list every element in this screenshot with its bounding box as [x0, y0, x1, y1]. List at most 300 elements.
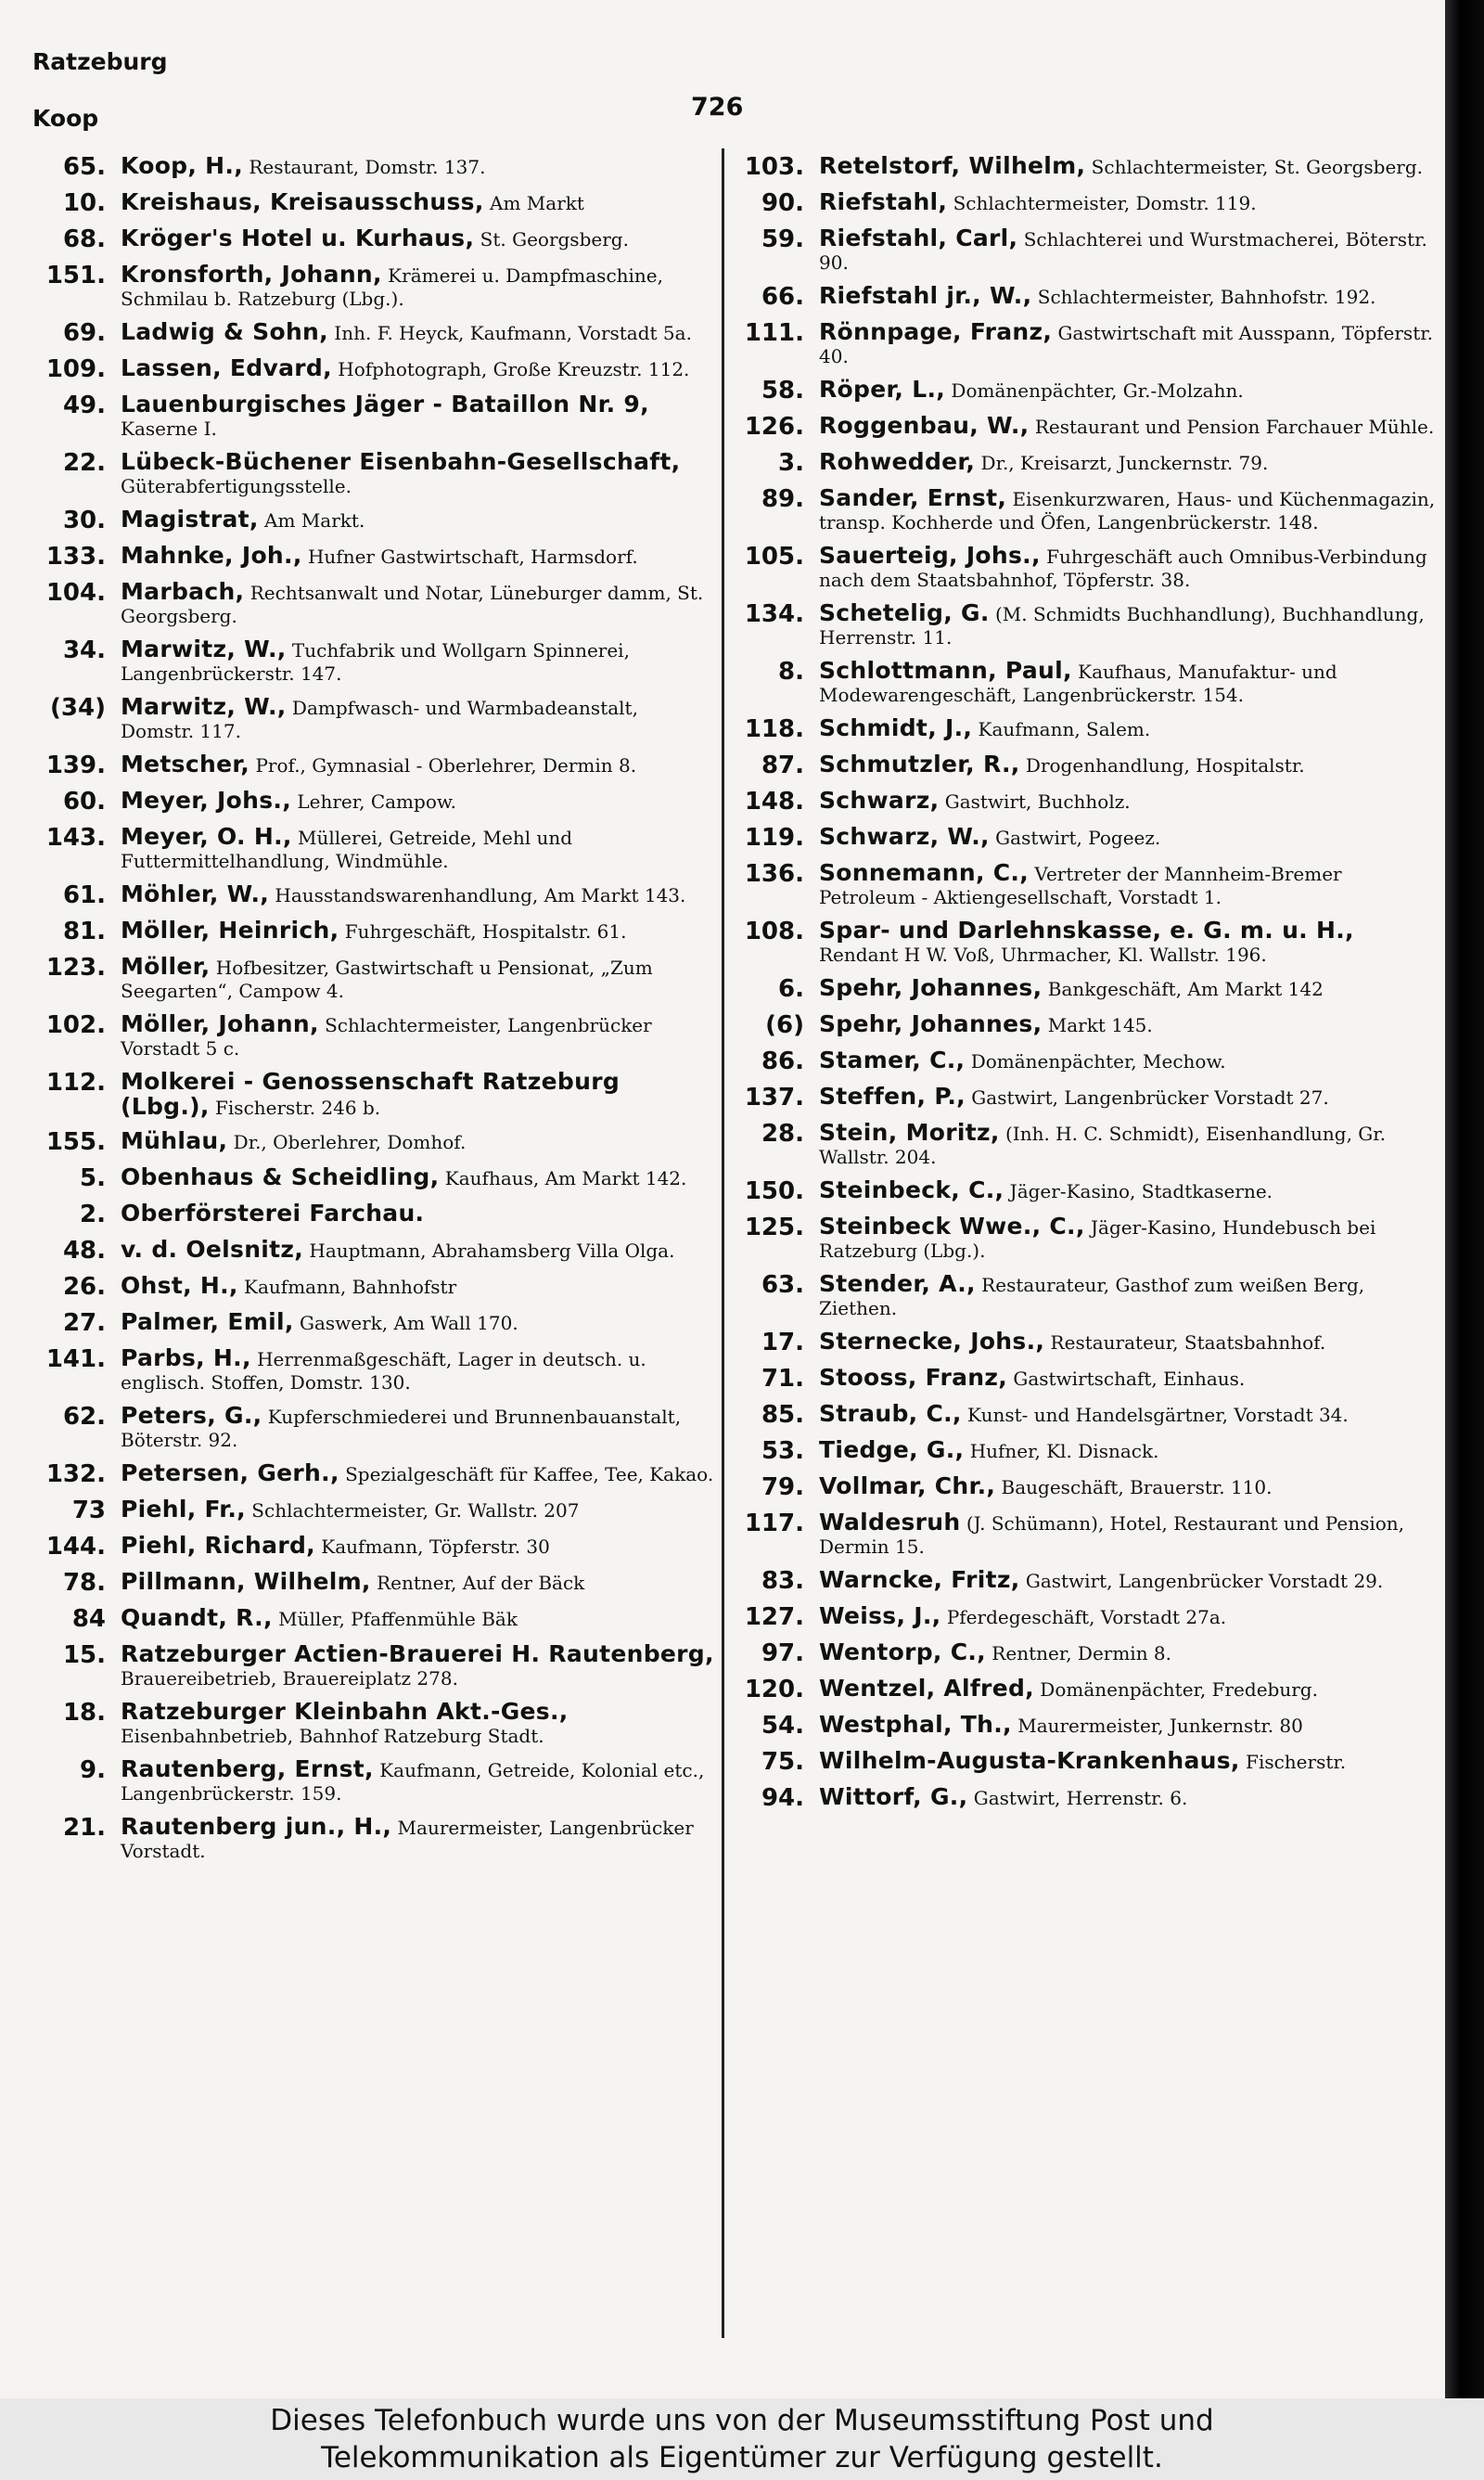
entry-number: 90. — [761, 189, 804, 217]
entry-number: 83. — [761, 1567, 804, 1595]
entry-text — [819, 919, 1438, 967]
entry-description: Eisenbahnbetrieb, Bahnhof Ratzeburg Stadt. — [121, 1725, 544, 1747]
entry-number: 155. — [45, 1128, 106, 1156]
directory-entry — [28, 356, 714, 383]
running-head-keyword: Koop — [32, 105, 99, 132]
entry-name: Schwarz, W., — [819, 823, 990, 850]
entry-number: (6) — [765, 1011, 804, 1039]
entry-number: 105. — [744, 543, 804, 571]
entry-text — [121, 1497, 714, 1524]
entry-description: Kaufhaus, Manufaktur- und Modewarengeschäft, Langenbrückerstr. 154. — [819, 661, 1337, 706]
entry-text — [819, 1085, 1438, 1112]
directory-entry — [737, 378, 1438, 405]
entry-number: 3. — [778, 449, 804, 477]
directory-entry — [28, 154, 714, 181]
entry-number: 30. — [62, 507, 106, 534]
entry-number: 62. — [62, 1403, 106, 1431]
entry-description: (Inh. H. C. Schmidt), Eisenhandlung, Gr. Wallstr. 204. — [819, 1123, 1386, 1168]
entry-name: Obenhaus & Scheidling, — [121, 1163, 440, 1190]
entry-description: Restaurateur, Staatsbahnhof. — [1044, 1331, 1326, 1354]
entry-text — [121, 1757, 714, 1805]
entry-text — [819, 1438, 1438, 1465]
entry-description: Gaswerk, Am Wall 170. — [293, 1312, 518, 1334]
entry-number: 86. — [761, 1047, 804, 1075]
entry-description: Spezialgeschäft für Kaffee, Tee, Kakao. — [339, 1463, 714, 1485]
entry-description: Krämerei u. Dampfmaschine, Schmilau b. Ratzeburg (Lbg.). — [121, 264, 663, 310]
entry-number: 81. — [62, 918, 106, 945]
directory-entry — [28, 1404, 714, 1452]
entry-name: Peters, G., — [121, 1402, 262, 1429]
entry-description: Domänenpächter, Mechow. — [965, 1050, 1226, 1073]
entry-text — [819, 1178, 1438, 1205]
entry-name: Vollmar, Chr., — [819, 1472, 996, 1499]
entry-text — [819, 414, 1438, 441]
entry-name: Kreishaus, Kreisausschuss, — [121, 188, 484, 215]
directory-entry — [737, 154, 1438, 181]
directory-entry — [737, 1474, 1438, 1501]
entry-name: Wentzel, Alfred, — [819, 1675, 1034, 1702]
entry-name: Lübeck-Büchener Eisenbahn-Gesellschaft, — [121, 448, 681, 475]
entry-text — [121, 1070, 714, 1120]
directory-entry — [737, 1640, 1438, 1667]
entry-text — [121, 190, 714, 217]
directory-entry — [28, 919, 714, 945]
entry-number: 85. — [761, 1401, 804, 1429]
entry-name: Spehr, Johannes, — [819, 974, 1043, 1001]
entry-name: Steinbeck Wwe., C., — [819, 1213, 1085, 1240]
entry-description: Gastwirt, Langenbrücker Vorstadt 27. — [965, 1086, 1329, 1109]
entry-description: Tuchfabrik und Wollgarn Spinnerei, Langenbrückerstr. 147. — [121, 639, 630, 685]
entry-number: 71. — [761, 1365, 804, 1393]
entry-number: 68. — [62, 225, 106, 253]
entry-text — [121, 263, 714, 311]
entry-name: Riefstahl, — [819, 188, 948, 215]
directory-entry — [28, 1201, 714, 1228]
entry-description: Prof., Gymnasial - Oberlehrer, Dermin 8. — [249, 754, 637, 777]
entry-name: Mahnke, Joh., — [121, 542, 302, 569]
entry-number: 119. — [744, 824, 804, 852]
directory-entry — [737, 1402, 1438, 1429]
entry-name: Marwitz, W., — [121, 636, 287, 662]
column-divider — [722, 148, 724, 2338]
entry-number: 89. — [761, 485, 804, 513]
entry-name: Ratzeburger Kleinbahn Akt.-Ges., — [121, 1698, 569, 1725]
directory-entry — [28, 1497, 714, 1524]
entry-text — [121, 154, 714, 181]
entry-name: Marbach, — [121, 578, 245, 605]
entry-text — [121, 356, 714, 383]
entry-description: Güterabfertigungsstelle. — [121, 475, 352, 497]
entry-text — [819, 1214, 1438, 1263]
entry-description: Fuhrgeschäft, Hospitalstr. 61. — [339, 920, 627, 943]
entry-text — [121, 882, 714, 909]
entry-number: 141. — [45, 1345, 106, 1373]
directory-entry — [28, 825, 714, 873]
directory-entry — [737, 976, 1438, 1003]
entry-text — [819, 1713, 1438, 1740]
entry-description: Gastwirt, Buchholz. — [939, 790, 1131, 813]
entry-text — [121, 1642, 714, 1690]
directory-entry — [737, 919, 1438, 967]
entry-name: Stooss, Franz, — [819, 1364, 1007, 1391]
entry-description: Kaufmann, Bahnhofstr — [237, 1276, 457, 1298]
entry-description: Fuhrgeschäft auch Omnibus-Verbindung nach dem Staatsbahnhof, Töpferstr. 38. — [819, 546, 1427, 591]
footer-line-1: Dieses Telefonbuch wurde uns von der Museumsstiftung Post und — [270, 2404, 1214, 2437]
entry-name: Parbs, H., — [121, 1344, 251, 1371]
entry-description: Baugeschäft, Brauerstr. 110. — [995, 1476, 1273, 1498]
directory-entry — [28, 508, 714, 534]
entry-text — [819, 1121, 1438, 1169]
entry-text — [121, 226, 714, 253]
directory-entry — [737, 659, 1438, 707]
directory-entry — [737, 284, 1438, 311]
entry-name: Schmutzler, R., — [819, 751, 1020, 777]
entry-text — [819, 486, 1438, 534]
entry-name: Schmidt, J., — [819, 714, 973, 741]
entry-description: Hauptmann, Abrahamsberg Villa Olga. — [303, 1240, 675, 1262]
entry-text — [819, 284, 1438, 311]
entry-number: 127. — [744, 1603, 804, 1631]
entry-text — [819, 1330, 1438, 1356]
directory-entry — [28, 1606, 714, 1633]
entry-description: Schlachtermeister, Bahnhofstr. 192. — [1031, 286, 1376, 308]
entry-number: 49. — [62, 392, 106, 419]
entry-description: Herrenmaßgeschäft, Lager in deutsch. u. englisch. Stoffen, Domstr. 130. — [121, 1348, 646, 1394]
entry-number: 27. — [62, 1309, 106, 1337]
directory-entry — [737, 1178, 1438, 1205]
directory-entry — [28, 1346, 714, 1394]
entry-description: Hufner Gastwirtschaft, Harmsdorf. — [301, 546, 638, 568]
directory-entry — [737, 544, 1438, 592]
entry-number: 15. — [62, 1641, 106, 1669]
entry-description: Bankgeschäft, Am Markt 142 — [1042, 978, 1324, 1000]
entry-name: Riefstahl, Carl, — [819, 225, 1018, 251]
directory-entry — [28, 752, 714, 779]
entry-description: (M. Schmidts Buchhandlung), Buchhandlung, Herrenstr. 11. — [819, 603, 1425, 649]
directory-entry — [737, 1568, 1438, 1595]
entry-number: 143. — [45, 824, 106, 852]
directory-entry — [737, 320, 1438, 368]
directory-entry — [737, 1510, 1438, 1559]
entry-text — [121, 580, 714, 628]
entry-name: Retelstorf, Wilhelm, — [819, 152, 1086, 179]
directory-entry — [737, 1438, 1438, 1465]
entry-name: Röper, L., — [819, 376, 946, 403]
directory-entry — [737, 861, 1438, 909]
entry-number: 133. — [45, 543, 106, 571]
entry-number: 61. — [62, 881, 106, 909]
entry-number: 126. — [744, 413, 804, 441]
entry-text — [819, 1568, 1438, 1595]
entry-name: Spehr, Johannes, — [819, 1010, 1043, 1037]
entry-name: Lassen, Edvard, — [121, 354, 332, 381]
directory-entry — [28, 1461, 714, 1488]
entry-name: Wentorp, C., — [819, 1638, 986, 1665]
directory-entry — [737, 789, 1438, 816]
entry-number: 59. — [761, 225, 804, 253]
entry-name: Schlottmann, Paul, — [819, 657, 1072, 684]
entry-description: Dr., Oberlehrer, Domhof. — [227, 1131, 467, 1153]
directory-entry — [737, 450, 1438, 477]
entry-number: (34) — [50, 694, 106, 722]
directory-entry — [28, 450, 714, 498]
entry-description: Markt 145. — [1042, 1014, 1153, 1036]
entry-number: 2. — [80, 1201, 106, 1228]
entry-name: Quandt, R., — [121, 1604, 273, 1631]
entry-description: Müller, Pfaffenmühle Bäk — [272, 1608, 518, 1630]
entry-description: Restaurant, Domstr. 137. — [243, 156, 486, 178]
entry-description: Schlachtermeister, Langenbrücker Vorstadt 5 c. — [121, 1014, 652, 1060]
entry-description: Gastwirt, Pogeez. — [989, 827, 1161, 849]
entry-description: Hausstandswarenhandlung, Am Markt 143. — [269, 884, 686, 906]
entry-text — [121, 450, 714, 498]
entry-number: 22. — [62, 449, 106, 477]
directory-entry — [28, 637, 714, 686]
directory-entry — [28, 1238, 714, 1265]
entry-name: Palmer, Emil, — [121, 1308, 294, 1335]
entry-number: 144. — [45, 1533, 106, 1561]
entry-name: Marwitz, W., — [121, 693, 287, 720]
entry-description: Dampfwasch- und Warmbadeanstalt, Domstr. 117. — [121, 697, 638, 742]
directory-entry — [737, 1330, 1438, 1356]
page-number: 726 — [691, 93, 744, 122]
directory-entry — [28, 190, 714, 217]
entry-name: Meyer, Johs., — [121, 787, 291, 814]
entry-name: Wilhelm-Augusta-Krankenhaus, — [819, 1747, 1240, 1774]
entry-text — [819, 1510, 1438, 1559]
directory-entry — [737, 752, 1438, 779]
entry-name: Steffen, P., — [819, 1083, 966, 1110]
directory-entry — [28, 1757, 714, 1805]
directory-entry — [737, 226, 1438, 275]
entry-number: 21. — [62, 1814, 106, 1842]
directory-entry — [737, 1749, 1438, 1776]
entry-description: Drogenhandlung, Hospitalstr. — [1019, 754, 1305, 777]
entry-name: Piehl, Richard, — [121, 1532, 315, 1559]
entry-text — [121, 1346, 714, 1394]
directory-entry — [28, 226, 714, 253]
entry-name: Koop, H., — [121, 152, 243, 179]
entry-name: Sonnemann, C., — [819, 859, 1029, 886]
directory-entry — [28, 1129, 714, 1156]
entry-number: 69. — [62, 319, 106, 347]
entry-number: 150. — [744, 1177, 804, 1205]
entry-name: Rautenberg, Ernst, — [121, 1755, 374, 1782]
directory-entry — [28, 263, 714, 311]
entry-text — [819, 544, 1438, 592]
entry-name: Piehl, Fr., — [121, 1496, 246, 1523]
entry-number: 111. — [744, 319, 804, 347]
entry-name: Petersen, Gerh., — [121, 1459, 339, 1486]
entry-description: Kaufmann, Salem. — [972, 718, 1151, 740]
entry-text — [819, 825, 1438, 852]
entry-description: Restaurateur, Gasthof zum weißen Berg, Ziethen. — [819, 1274, 1365, 1319]
directory-entry — [737, 1012, 1438, 1039]
entry-description: Rentner, Auf der Bäck — [370, 1572, 585, 1594]
entry-description: Eisenkurzwaren, Haus- und Küchenmagazin, transp. Kochherde und Öfen, Langenbrückerstr. 148. — [819, 488, 1436, 533]
directory-entry — [737, 414, 1438, 441]
entry-name: Riefstahl jr., W., — [819, 282, 1032, 309]
directory-entry — [737, 1713, 1438, 1740]
entry-name: Mühlau, — [121, 1127, 228, 1154]
entry-number: 48. — [62, 1237, 106, 1265]
entry-description: Rentner, Dermin 8. — [985, 1642, 1172, 1664]
entry-number: 66. — [761, 283, 804, 311]
directory-entry — [737, 1604, 1438, 1631]
directory-entry — [28, 1642, 714, 1690]
entry-name: Rönnpage, Franz, — [819, 318, 1053, 345]
entry-text — [819, 1604, 1438, 1631]
entry-text — [819, 1749, 1438, 1776]
entry-name: Pillmann, Wilhelm, — [121, 1568, 371, 1595]
entry-description: Kaufhaus, Am Markt 142. — [439, 1167, 687, 1189]
entry-number: 125. — [744, 1214, 804, 1241]
entry-number: 139. — [45, 752, 106, 779]
entry-text — [819, 716, 1438, 743]
entry-text — [819, 226, 1438, 275]
entry-number: 17. — [761, 1329, 804, 1356]
directory-entry — [28, 1165, 714, 1192]
entry-number: 120. — [744, 1676, 804, 1703]
entry-text — [121, 1238, 714, 1265]
directory-entry — [28, 695, 714, 743]
entry-text — [121, 1274, 714, 1301]
entry-text — [121, 1129, 714, 1156]
entry-text — [819, 1402, 1438, 1429]
entry-number: 28. — [761, 1120, 804, 1148]
entry-name: Schwarz, — [819, 787, 940, 814]
running-head-city: Ratzeburg — [32, 48, 168, 75]
entry-number: 26. — [62, 1273, 106, 1301]
entry-number: 87. — [761, 752, 804, 779]
entry-name: Wittorf, G., — [819, 1783, 968, 1810]
entry-description: Restaurant und Pension Farchauer Mühle. — [1029, 416, 1435, 438]
entry-text — [121, 1165, 714, 1192]
entry-name: Stein, Moritz, — [819, 1119, 1000, 1146]
entry-description: Müllerei, Getreide, Mehl und Futtermittelhandlung, Windmühle. — [121, 827, 573, 872]
entry-text — [819, 861, 1438, 909]
entry-name: Rohwedder, — [819, 448, 976, 475]
directory-entry — [28, 580, 714, 628]
entry-description: Maurermeister, Langenbrücker Vorstadt. — [121, 1817, 694, 1862]
entry-description: Lehrer, Campow. — [291, 790, 456, 813]
entry-description: Fischerstr. 246 b. — [209, 1097, 381, 1119]
entry-name: Metscher, — [121, 751, 250, 777]
entry-description: Kaufmann, Getreide, Kolonial etc., Langenbrückerstr. 159. — [121, 1759, 705, 1805]
entry-number: 102. — [45, 1011, 106, 1039]
entry-number: 53. — [761, 1437, 804, 1465]
entry-name: Sauerteig, Johs., — [819, 542, 1041, 569]
entry-number: 97. — [761, 1639, 804, 1667]
entry-text — [121, 1815, 714, 1863]
entry-description: Jäger-Kasino, Stadtkaserne. — [1004, 1180, 1273, 1202]
directory-entry — [737, 190, 1438, 217]
entry-description: Domänenpächter, Fredeburg. — [1033, 1678, 1318, 1701]
entry-text — [819, 1785, 1438, 1812]
left-column — [28, 154, 714, 1863]
entry-description: Kaserne I. — [121, 418, 217, 440]
entry-name: Straub, C., — [819, 1400, 962, 1427]
entry-name: Möller, Heinrich, — [121, 917, 339, 944]
entry-description: Maurermeister, Junkernstr. 80 — [1011, 1715, 1303, 1737]
entry-description: Hofphotograph, Große Kreuzstr. 112. — [331, 358, 690, 380]
directory-entry — [28, 1700, 714, 1748]
entry-text — [121, 1310, 714, 1337]
entry-number: 5. — [80, 1164, 106, 1192]
entry-name: Möller, Johann, — [121, 1010, 319, 1037]
directory-entry — [737, 1121, 1438, 1169]
entry-number: 65. — [62, 153, 106, 181]
entry-number: 9. — [80, 1756, 106, 1784]
entry-number: 8. — [778, 658, 804, 686]
entry-text — [121, 789, 714, 816]
entry-description: Kaufmann, Töpferstr. 30 — [314, 1536, 550, 1558]
entry-description: Gastwirt, Herrenstr. 6. — [967, 1787, 1188, 1809]
entry-text — [121, 955, 714, 1003]
entry-name: Schetelig, G. — [819, 599, 990, 626]
entry-description: Hofbesitzer, Gastwirtschaft u Pensionat, „Zum Seegarten“, Campow 4. — [121, 957, 653, 1002]
entry-name: Lauenburgisches Jäger - Bataillon Nr. 9, — [121, 391, 649, 418]
entry-number: 148. — [744, 788, 804, 816]
entry-name: Oberförsterei Farchau. — [121, 1200, 425, 1227]
entry-number: 108. — [744, 918, 804, 945]
footer-line-2: Telekommunikation als Eigentümer zur Verfügung gestellt. — [321, 2441, 1163, 2474]
entry-name: Molkerei - Genossenschaft Ratzeburg (Lbg.), — [121, 1068, 620, 1120]
directory-entry — [737, 601, 1438, 649]
entry-text — [121, 637, 714, 686]
entry-text — [121, 1606, 714, 1633]
directory-entry — [28, 789, 714, 816]
entry-description: Schlachtermeister, St. Georgsberg. — [1085, 156, 1423, 178]
entry-number: 123. — [45, 954, 106, 982]
entry-number: 136. — [744, 860, 804, 888]
directory-entry — [28, 1310, 714, 1337]
entry-description: Gastwirtschaft mit Ausspann, Töpferstr. 40. — [819, 322, 1433, 367]
entry-name: Sander, Ernst, — [819, 484, 1007, 511]
entry-text — [819, 1012, 1438, 1039]
entry-number: 60. — [62, 788, 106, 816]
entry-number: 73 — [71, 1497, 106, 1524]
entry-text — [121, 1461, 714, 1488]
directory-entry — [28, 955, 714, 1003]
entry-description: Pferdegeschäft, Vorstadt 27a. — [940, 1606, 1227, 1628]
entry-number: 34. — [62, 636, 106, 664]
entry-name: Stender, A., — [819, 1270, 976, 1297]
entry-text — [121, 1700, 714, 1748]
entry-name: Möller, — [121, 953, 211, 980]
entry-name: Sternecke, Johs., — [819, 1328, 1045, 1355]
entry-number: 58. — [761, 377, 804, 405]
entry-text — [819, 789, 1438, 816]
entry-name: Magistrat, — [121, 506, 259, 533]
entry-description: Hufner, Kl. Disnack. — [964, 1440, 1159, 1462]
entry-text — [121, 825, 714, 873]
entry-name: Weiss, J., — [819, 1602, 941, 1629]
entry-text — [819, 659, 1438, 707]
footer-notice — [0, 2398, 1484, 2480]
entry-text — [121, 919, 714, 945]
entry-text — [819, 1272, 1438, 1320]
directory-entry — [737, 1785, 1438, 1812]
entry-number: 117. — [744, 1510, 804, 1537]
entry-text — [121, 1012, 714, 1060]
directory-entry — [28, 1815, 714, 1863]
directory-entry — [28, 1534, 714, 1561]
directory-entry — [737, 486, 1438, 534]
directory-entry — [737, 825, 1438, 852]
entry-text — [819, 601, 1438, 649]
entry-number: 10. — [62, 189, 106, 217]
